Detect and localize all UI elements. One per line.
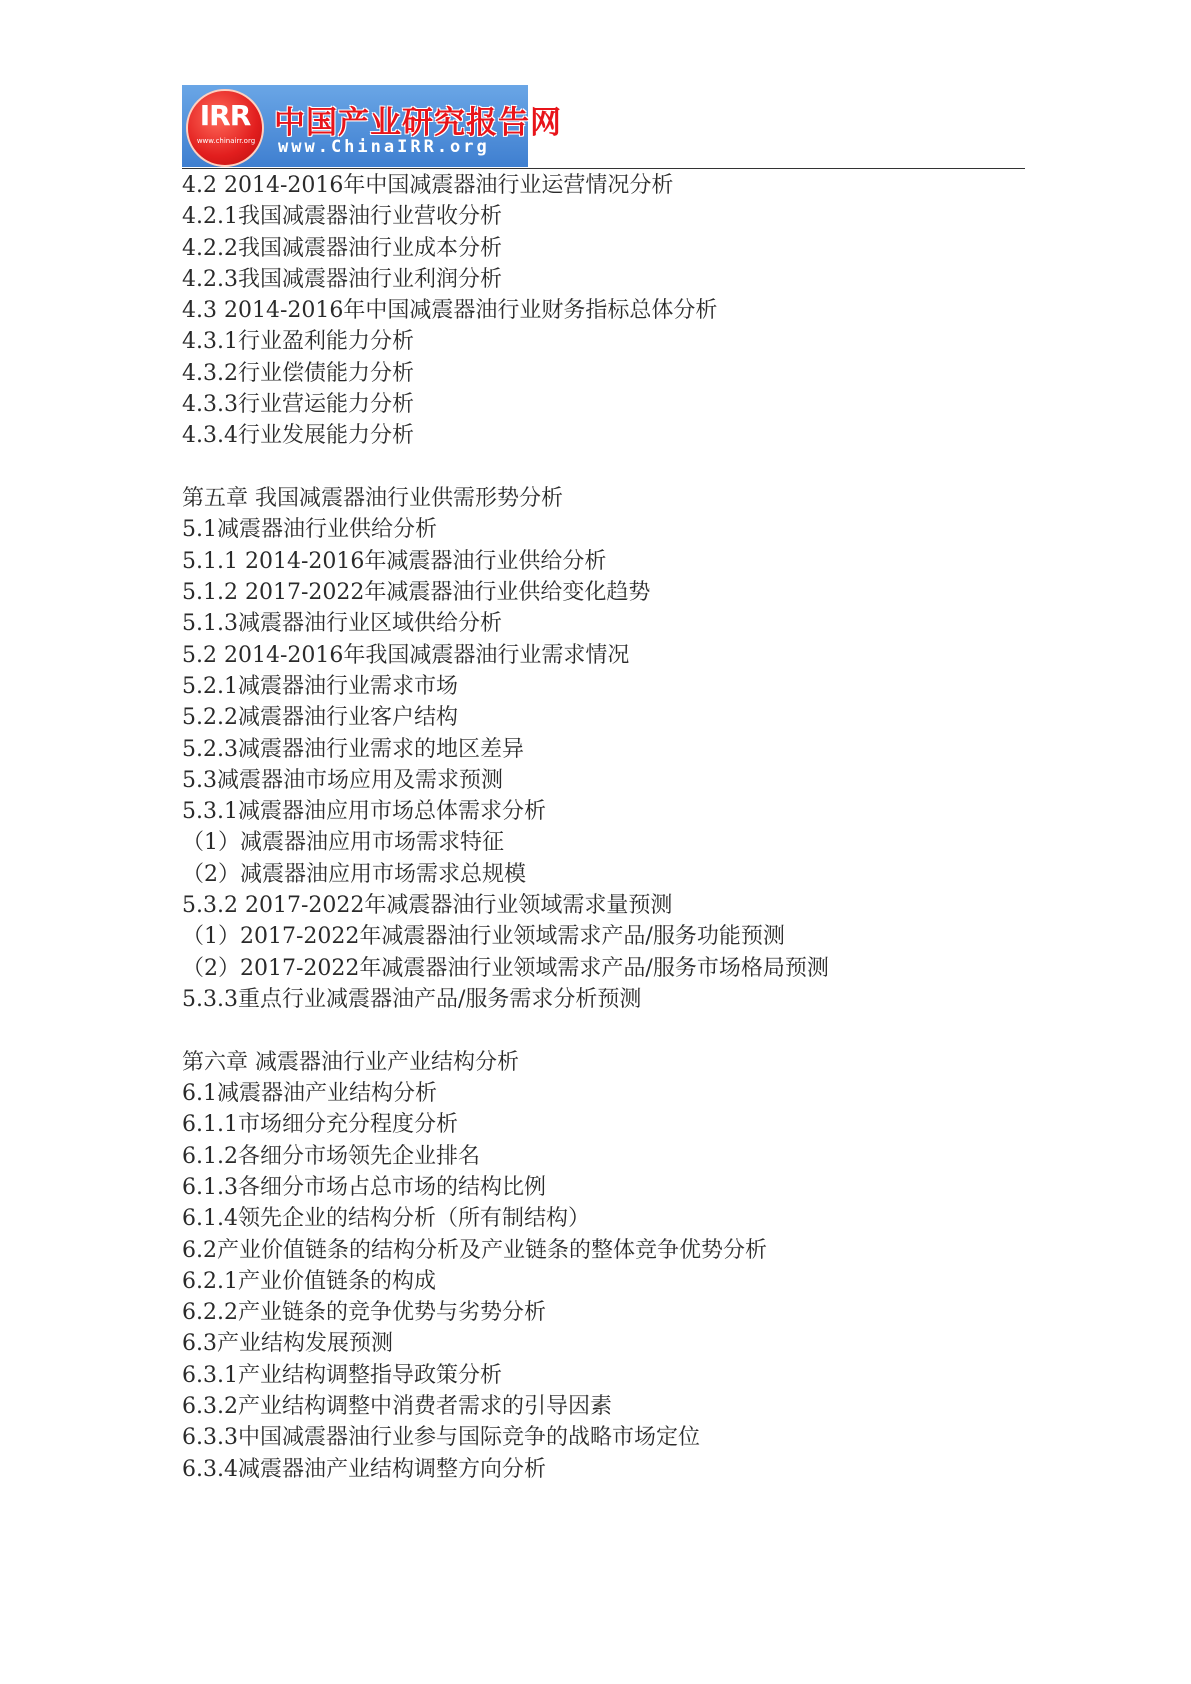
toc-entry: 5.1.1 2014-2016年减震器油行业供给分析: [182, 548, 607, 574]
toc-entry: 6.3.3中国减震器油行业参与国际竞争的战略市场定位: [182, 1425, 700, 1451]
toc-entry: 4.3.2行业偿债能力分析: [182, 360, 414, 386]
toc-entry: 4.3.4行业发展能力分析: [182, 423, 414, 449]
toc-entry: 5.1.3减震器油行业区域供给分析: [182, 611, 502, 637]
toc-entry: 5.2.1减震器油行业需求市场: [182, 673, 458, 699]
toc-entry: （2）减震器油应用市场需求总规模: [182, 861, 526, 887]
section-gap: [182, 1015, 1062, 1047]
toc-entry: （2）2017-2022年减震器油行业领域需求产品/服务市场格局预测: [182, 955, 829, 981]
toc-entry: 4.2 2014-2016年中国减震器油行业运营情况分析: [182, 173, 674, 198]
toc-entry: 6.2.2产业链条的竞争优势与劣势分析: [182, 1300, 546, 1326]
toc-entry: 6.1减震器油产业结构分析: [182, 1081, 437, 1107]
toc-entry: 第五章 我国减震器油行业供需形势分析: [182, 486, 563, 512]
toc-entry: 6.3产业结构发展预测: [182, 1331, 393, 1357]
toc-entry: 6.3.4减震器油产业结构调整方向分析: [182, 1456, 546, 1482]
toc-entry: 5.1减震器油行业供给分析: [182, 517, 437, 543]
toc-entry: 6.1.3各细分市场占总市场的结构比例: [182, 1174, 546, 1200]
toc-entry: 6.1.4领先企业的结构分析（所有制结构）: [182, 1206, 590, 1232]
toc-entry: 6.1.1市场细分充分程度分析: [182, 1112, 458, 1138]
toc-entry: 5.2.2减震器油行业客户结构: [182, 705, 458, 731]
header-divider: [182, 168, 1025, 169]
logo-badge-text: IRR: [199, 99, 251, 132]
toc-entry: 5.3.3重点行业减震器油产品/服务需求分析预测: [182, 986, 642, 1012]
logo-site-name: 中国产业研究报告网: [274, 105, 562, 141]
toc-entry: （1）减震器油应用市场需求特征: [182, 830, 504, 856]
toc-entry: 6.2产业价值链条的结构分析及产业链条的整体竞争优势分析: [182, 1237, 767, 1263]
toc-entry: 4.3 2014-2016年中国减震器油行业财务指标总体分析: [182, 298, 718, 324]
toc-entry: 6.2.1产业价值链条的构成: [182, 1268, 436, 1294]
toc-entry: 4.2.3我国减震器油行业利润分析: [182, 266, 502, 292]
toc-entry: 5.2.3减震器油行业需求的地区差异: [182, 736, 524, 762]
toc-entry: 5.3减震器油市场应用及需求预测: [182, 767, 503, 793]
toc-entry: 5.2 2014-2016年我国减震器油行业需求情况: [182, 642, 630, 668]
logo-badge-url: www.chinairr.org: [196, 137, 256, 145]
toc-entry: 6.1.2各细分市场领先企业排名: [182, 1143, 480, 1169]
site-logo: [182, 85, 562, 167]
toc-entry: 5.1.2 2017-2022年减震器油行业供给变化趋势: [182, 580, 651, 606]
toc-entry: 4.2.1我国减震器油行业营收分析: [182, 204, 502, 230]
table-of-contents: [182, 170, 1062, 1485]
toc-entry: 第六章 减震器油行业产业结构分析: [182, 1049, 519, 1075]
toc-entry: 6.3.2产业结构调整中消费者需求的引导因素: [182, 1393, 612, 1419]
toc-entry: 6.3.1产业结构调整指导政策分析: [182, 1362, 502, 1388]
toc-entry: 5.3.2 2017-2022年减震器油行业领域需求量预测: [182, 893, 673, 919]
toc-entry: 5.3.1减震器油应用市场总体需求分析: [182, 799, 546, 825]
section-gap: [182, 452, 1062, 484]
toc-entry: （1）2017-2022年减震器油行业领域需求产品/服务功能预测: [182, 924, 785, 950]
toc-entry: 4.3.1行业盈利能力分析: [182, 329, 414, 355]
toc-entry: 4.2.2我国减震器油行业成本分析: [182, 235, 502, 261]
toc-entry: 4.3.3行业营运能力分析: [182, 392, 414, 418]
logo-site-url: www.ChinaIRR.org: [278, 137, 490, 157]
